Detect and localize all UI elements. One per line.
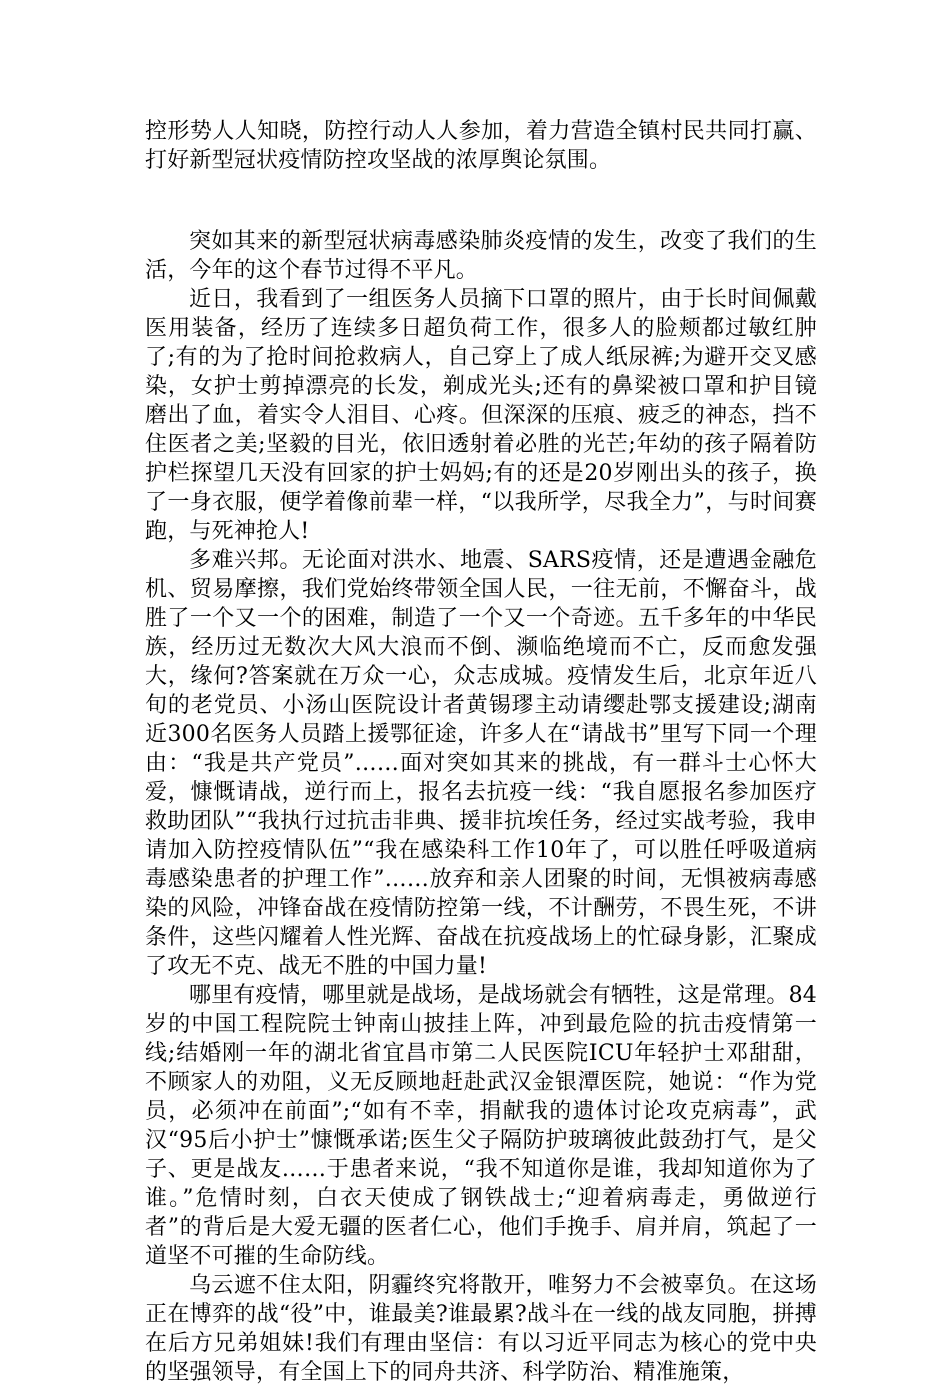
paragraph-battlefield: 哪里有疫情，哪里就是战场，是战场就会有牺牲，这是常理。84岁的中国工程院院士钟南山披挂上阵，冲到最危险的抗击疫情第一线;结婚刚一年的湖北省宜昌市第二人民医院ICU年轻护士邓甜甜，不顾家人的劝阻，义无反顾地赶赴武汉金银潭医院，她说：“作为党员，必须冲在前面”;“如有不幸，捐献我的遗体讨论攻克病毒”，武汉“95后小护士”慷慨承诺;医生父子隔防护玻璃彼此鼓劲打气，是父子、更是战友……于患者来说，“我不知道你是谁，我却知道你为了谁。”危情时刻，白衣天使成了钢铁战士;“迎着病毒走，勇做逆行者”的背后是大爱无疆的医者仁心，他们手挽手、肩并肩，筑起了一道坚不可摧的生命防线。 bbox=[145, 983, 817, 1269]
paragraph-sudden-outbreak: 突如其来的新型冠状病毒感染肺炎疫情的发生，改变了我们的生活，今年的这个春节过得不平凡。 bbox=[145, 229, 817, 283]
paragraph-many-hardships: 多难兴邦。无论面对洪水、地震、SARS疫情，还是遭遇金融危机、贸易摩擦，我们党始终带领全国人民，一往无前，不懈奋斗，战胜了一个又一个的困难，制造了一个又一个奇迹。五千多年的中华民族，经历过无数次大风大浪而不倒、濒临绝境而不亡，反而愈发强大，缘何?答案就在万众一心，众志成城。疫情发生后，北京年近八旬的老党员、小汤山医院设计者黄锡璆主动请缨赴鄂支援建设;湖南近300名医务人员踏上援鄂征途，许多人在“请战书”里写下同一个理由：“我是共产党员”……面对突如其来的挑战，有一群斗士心怀大爱，慷慨请战，逆行而上，报名去抗疫一线：“我自愿报名参加医疗救助团队”“我执行过抗击非典、援非抗埃任务，经过实战考验，我申请加入防控疫情队伍”“我在感染科工作10年了，可以胜任呼吸道病毒感染患者的护理工作”……放弃和亲人团聚的时间，无惧被病毒感染的风险，冲锋奋战在疫情防控第一线，不计酬劳，不畏生死，不讲条件，这些闪耀着人性光辉、奋战在抗疫战场上的忙碌身影，汇聚成了攻无不克、战无不胜的中国力量! bbox=[145, 548, 817, 979]
paragraph-continued-intro: 控形势人人知晓，防控行动人人参加，着力营造全镇村民共同打赢、打好新型冠状疫情防控攻坚战的浓厚舆论氛围。 bbox=[145, 119, 817, 173]
paragraph-gap bbox=[145, 175, 817, 227]
paragraph-medical-staff-photos: 近日，我看到了一组医务人员摘下口罩的照片，由于长时间佩戴医用装备，经历了连续多日超负荷工作，很多人的脸颊都过敏红肿了;有的为了抢时间抢救病人，自己穿上了成人纸尿裤;为避开交叉感染，女护士剪掉漂亮的长发，剃成光头;还有的鼻梁被口罩和护目镜磨出了血，着实令人泪目、心疼。但深深的压痕、疲乏的神态，挡不住医者之美;坚毅的目光，依旧透射着必胜的光芒;年幼的孩子隔着防护栏探望几天没有回家的护士妈妈;有的还是20岁刚出头的孩子，换了一身衣服，便学着像前辈一样，“以我所学，尽我全力”，与时间赛跑，与死神抢人! bbox=[145, 287, 817, 544]
document-body bbox=[145, 117, 817, 1387]
paragraph-clouds-cannot-cover-sun: 乌云遮不住太阳，阴霾终究将散开，唯努力不会被辜负。在这场正在博弈的战“役”中，谁最美?谁最累?战斗在一线的战友同胞，拼搏在后方兄弟姐妹!我们有理由坚信：有以习近平同志为核心的党中央的坚强领导，有全国上下的同舟共济、科学防治、精准施策， bbox=[145, 1273, 817, 1385]
